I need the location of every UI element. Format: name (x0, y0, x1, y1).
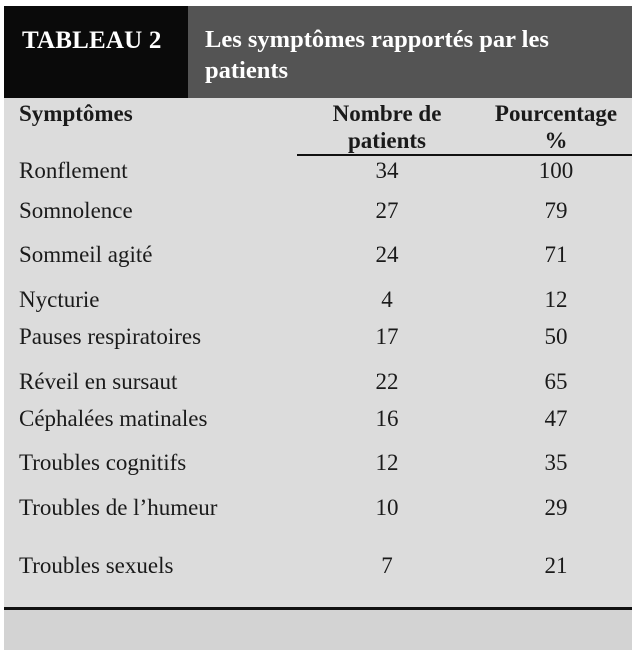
column-header-percentage-line2: % (544, 128, 568, 153)
table-row (4, 493, 632, 523)
percentage-cell: 12 (544, 287, 568, 312)
column-header-patient-count (297, 100, 477, 154)
table-row (4, 156, 632, 186)
symptom-cell: Somnolence (19, 198, 133, 223)
percentage-cell: 21 (544, 553, 568, 578)
table-row (4, 196, 632, 226)
table-row (4, 240, 632, 270)
percentage-cell: 71 (544, 242, 568, 267)
patient-count-cell: 27 (375, 198, 399, 223)
patient-count-cell: 10 (375, 495, 399, 520)
footer-band (4, 610, 632, 650)
column-header-symptoms: Symptômes (19, 101, 133, 126)
column-header-percentage (482, 100, 630, 154)
table-row (4, 285, 632, 315)
patient-count-cell: 34 (375, 158, 399, 183)
symptom-cell: Troubles cognitifs (19, 450, 187, 475)
column-header-percentage-line1: Pourcentage (494, 101, 618, 126)
percentage-cell: 47 (544, 406, 568, 431)
percentage-cell: 29 (544, 495, 568, 520)
symptom-cell: Nycturie (19, 287, 100, 312)
patient-count-cell: 22 (375, 369, 399, 394)
table-header (4, 6, 632, 98)
symptom-cell: Céphalées matinales (19, 406, 208, 431)
table-title: Les symptômes rapportés par les patients (188, 6, 632, 98)
percentage-cell: 79 (544, 198, 568, 223)
patient-count-cell: 16 (375, 406, 399, 431)
symptom-cell: Troubles de l’humeur (19, 495, 218, 520)
column-header-patient-count-line2: patients (348, 128, 426, 153)
table-row (4, 551, 632, 581)
patient-count-cell: 12 (375, 450, 399, 475)
patient-count-cell: 7 (381, 553, 393, 578)
percentage-cell: 35 (544, 450, 568, 475)
percentage-cell: 65 (544, 369, 568, 394)
patient-count-cell: 24 (375, 242, 399, 267)
table-number-label: TABLEAU 2 (4, 6, 188, 98)
table-frame (4, 6, 632, 650)
symptom-cell: Troubles sexuels (19, 553, 174, 578)
table-row (4, 367, 632, 397)
symptom-cell: Réveil en sursaut (19, 369, 178, 394)
percentage-cell: 100 (538, 158, 574, 183)
table-row (4, 404, 632, 434)
table-row (4, 322, 632, 352)
symptom-cell: Sommeil agité (19, 242, 153, 267)
patient-count-cell: 4 (381, 287, 393, 312)
percentage-cell: 50 (544, 324, 568, 349)
patient-count-cell: 17 (375, 324, 399, 349)
symptom-cell: Ronflement (19, 158, 128, 183)
table-row (4, 448, 632, 478)
column-header-patient-count-line1: Nombre de (332, 101, 442, 126)
symptom-cell: Pauses respiratoires (19, 324, 202, 349)
